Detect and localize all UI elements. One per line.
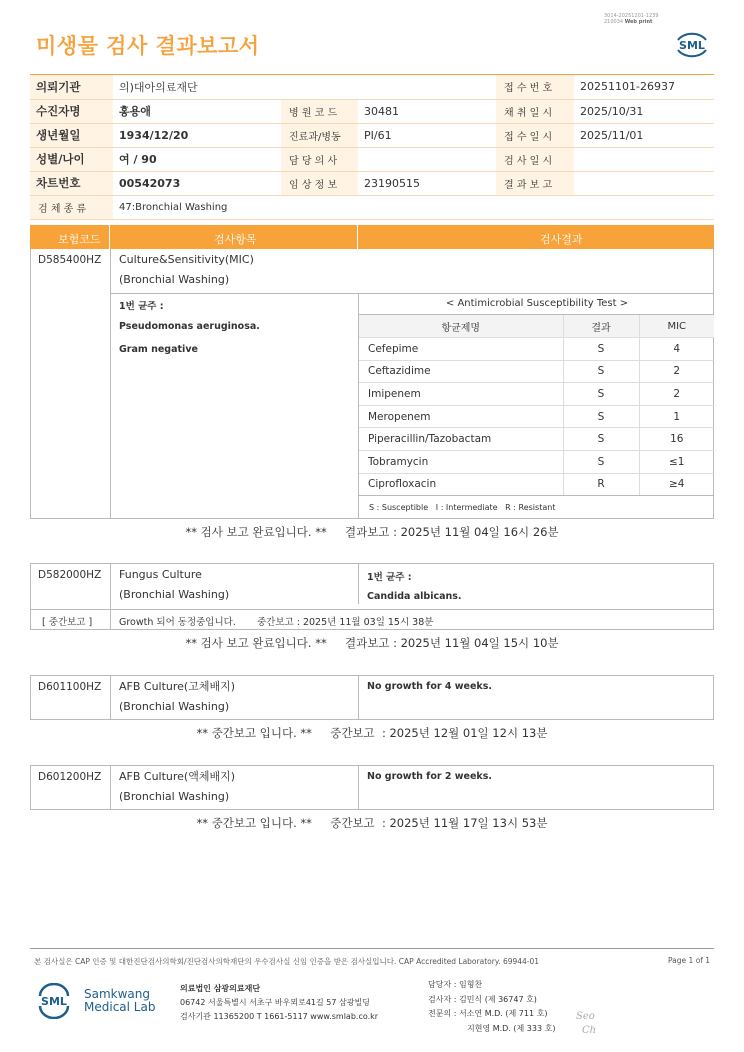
ast-row (359, 451, 714, 474)
value-specimen: 47:Bronchial Washing (113, 195, 714, 219)
print-id-code: 210034 (604, 19, 624, 25)
brand-line2: Medical Lab (84, 1000, 156, 1014)
header-row (30, 75, 714, 99)
label-physician: 담 당 의 사 (281, 147, 358, 171)
col-insurance-code: 보험코드 (58, 233, 101, 246)
print-id-line1: 3014-20251201-1239 (604, 13, 659, 19)
ast-result: R (563, 473, 639, 496)
report-status: ** 검사 보고 완료입니다. ** 결과보고 : 2025년 11월 04일 15시 10분 (185, 636, 559, 650)
institution-address: 06742 서울특별시 서초구 바우뫼로41길 57 삼광빌딩 (180, 998, 370, 1007)
value-clinical-info: 23190515 (358, 171, 496, 195)
label-requester: 의뢰기관 (30, 75, 113, 99)
test-result: No growth for 2 weeks. (367, 771, 492, 782)
ast-drug: Tobramycin (359, 451, 563, 474)
ast-mic: 16 (639, 428, 714, 451)
ast-result: S (563, 338, 639, 361)
sml-logo (672, 30, 712, 60)
report-status: ** 중간보고 입니다. ** 중간보고 : 2025년 12월 01일 12시 13분 (196, 726, 548, 740)
header-row (30, 147, 714, 171)
value-physician (358, 147, 496, 171)
ast-table (359, 315, 714, 496)
ast-mic: ≤1 (639, 451, 714, 474)
test-block-fungus (30, 563, 714, 630)
test-code: D585400HZ (38, 254, 102, 266)
organism-name: Pseudomonas aeruginosa. (119, 321, 260, 332)
ast-header-row (359, 315, 714, 338)
ast-result: S (563, 360, 639, 383)
staff-info (428, 978, 555, 1036)
test-specimen: (Bronchial Washing) (119, 588, 230, 601)
print-id-label: Web print (624, 19, 653, 25)
sml-logo-text: SML (679, 39, 705, 52)
value-birthdate: 1934/12/20 (113, 123, 281, 147)
label-department: 진료과/병동 (281, 123, 358, 147)
ast-col-mic: MIC (639, 315, 714, 338)
test-name: Fungus Culture (119, 568, 202, 581)
report-status: ** 중간보고 입니다. ** 중간보고 : 2025년 11월 17일 13시 53분 (196, 816, 548, 830)
gram-stain: Gram negative (119, 344, 198, 355)
institution-contact: 검사기관 11365200 T 1661-5117 www.smlab.co.kr (180, 1012, 379, 1021)
staff-specialist-1: 전문의 : 서소연 M.D. (제 711 호) (428, 1009, 548, 1018)
value-sex-age: 여 / 90 (113, 147, 281, 171)
test-name: AFB Culture(액체배지) (119, 770, 236, 783)
ast-row (359, 360, 714, 383)
ast-drug: Piperacillin/Tazobactam (359, 428, 563, 451)
test-result: No growth for 4 weeks. (367, 681, 492, 692)
interim-text: Growth 되어 동정중입니다. 중간보고 : 2025년 11월 03일 15시 38분 (119, 617, 434, 628)
ast-row (359, 338, 714, 361)
strain-label: 1번 균주 : (367, 572, 412, 583)
print-id (604, 13, 659, 25)
signatures: Seo Ch (576, 1011, 597, 1036)
value-collection-date: 2025/10/31 (574, 99, 714, 123)
ast-result: S (563, 405, 639, 428)
test-block-culture (30, 249, 714, 519)
ast-result: S (563, 383, 639, 406)
patient-info-table (30, 74, 714, 220)
test-block-afb-liquid (30, 765, 714, 810)
label-clinical-info: 임 상 정 보 (281, 171, 358, 195)
label-patient-name: 수진자명 (30, 99, 113, 123)
ast-drug: Cefepime (359, 338, 563, 361)
value-accession-no: 20251101-26937 (574, 75, 714, 99)
ast-row (359, 428, 714, 451)
test-name: Culture&Sensitivity(MIC) (119, 253, 254, 266)
staff-specialist-2: 지현영 M.D. (제 333 호) (467, 1023, 556, 1033)
ast-result: S (563, 428, 639, 451)
value-received-date: 2025/11/01 (574, 123, 714, 147)
ast-row (359, 473, 714, 496)
staff-manager: 담당자 : 임형찬 (428, 980, 483, 989)
brand-name (84, 988, 155, 1014)
ast-mic: 4 (639, 338, 714, 361)
header-row (30, 171, 714, 195)
value-chart-no: 00542073 (113, 171, 281, 195)
test-code: D582000HZ (38, 569, 102, 581)
label-test-date: 검 사 일 시 (496, 147, 574, 171)
label-received-date: 접 수 일 시 (496, 123, 574, 147)
organism-name: Candida albicans. (367, 591, 462, 602)
page-number: Page 1 of 1 (668, 956, 711, 965)
ast-mic: 1 (639, 405, 714, 428)
header-row (30, 123, 714, 147)
ast-drug: Ceftazidime (359, 360, 563, 383)
ast-mic: 2 (639, 360, 714, 383)
header-row (30, 99, 714, 123)
test-specimen: (Bronchial Washing) (119, 700, 230, 713)
test-code: D601100HZ (38, 681, 102, 693)
label-collection-date: 채 취 일 시 (496, 99, 574, 123)
institution-name: 의료법인 삼광의료재단 (180, 984, 261, 993)
accreditation-note: 본 검사실은 CAP 인증 및 대한진단검사의학회/진단검사의학재단의 우수검사실 신임 인증을 받은 검사실입니다. CAP Accredited Laboratory. 69944-01 (34, 957, 540, 966)
value-hospital-code: 30481 (358, 99, 496, 123)
footer-divider (30, 948, 714, 949)
results-header-bar (30, 225, 714, 249)
ast-col-drug: 항균제명 (359, 315, 563, 338)
ast-legend: S : Susceptible I : Intermediate R : Resistant (369, 503, 556, 512)
test-block-afb-solid (30, 675, 714, 720)
label-report-date: 결 과 보 고 (496, 171, 574, 195)
ast-row (359, 383, 714, 406)
ast-mic: 2 (639, 383, 714, 406)
ast-drug: Imipenem (359, 383, 563, 406)
col-test-item: 검사항목 (214, 233, 257, 246)
value-patient-name: 홍용애 (113, 99, 281, 123)
label-hospital-code: 병 원 코 드 (281, 99, 358, 123)
value-department: PI/61 (358, 123, 496, 147)
footer-logo-text: SML (41, 995, 67, 1008)
ast-row (359, 405, 714, 428)
brand-line1: Samkwang (84, 987, 150, 1001)
header-row (30, 195, 714, 219)
col-test-result: 검사결과 (540, 233, 583, 246)
test-specimen: (Bronchial Washing) (119, 790, 230, 803)
value-requester: 의)대아의료재단 (113, 75, 496, 99)
strain-label: 1번 균주 : (119, 301, 164, 312)
value-test-date (574, 147, 714, 171)
label-sex-age: 성별/나이 (30, 147, 113, 171)
label-birthdate: 생년월일 (30, 123, 113, 147)
test-specimen: (Bronchial Washing) (119, 273, 230, 286)
staff-tester: 검사자 : 김민식 (제 36747 호) (428, 994, 537, 1004)
ast-drug: Ciprofloxacin (359, 473, 563, 496)
ast-col-result: 결과 (563, 315, 639, 338)
page-title: 미생물 검사 결과보고서 (36, 34, 260, 58)
test-code: D601200HZ (38, 771, 102, 783)
institution-info (180, 982, 378, 1024)
ast-title: < Antimicrobial Susceptibility Test > (445, 298, 629, 309)
ast-drug: Meropenem (359, 405, 563, 428)
footer-sml-logo (36, 983, 72, 1019)
ast-result: S (563, 451, 639, 474)
test-name: AFB Culture(고체배지) (119, 680, 236, 693)
interim-label: [ 중간보고 ] (42, 617, 93, 628)
label-accession-no: 접 수 번 호 (496, 75, 574, 99)
label-specimen: 검 체 종 류 (30, 195, 113, 219)
label-chart-no: 차트번호 (30, 171, 113, 195)
report-status: ** 검사 보고 완료입니다. ** 결과보고 : 2025년 11월 04일 16시 26분 (185, 525, 559, 539)
value-report-date (574, 171, 714, 195)
ast-mic: ≥4 (639, 473, 714, 496)
